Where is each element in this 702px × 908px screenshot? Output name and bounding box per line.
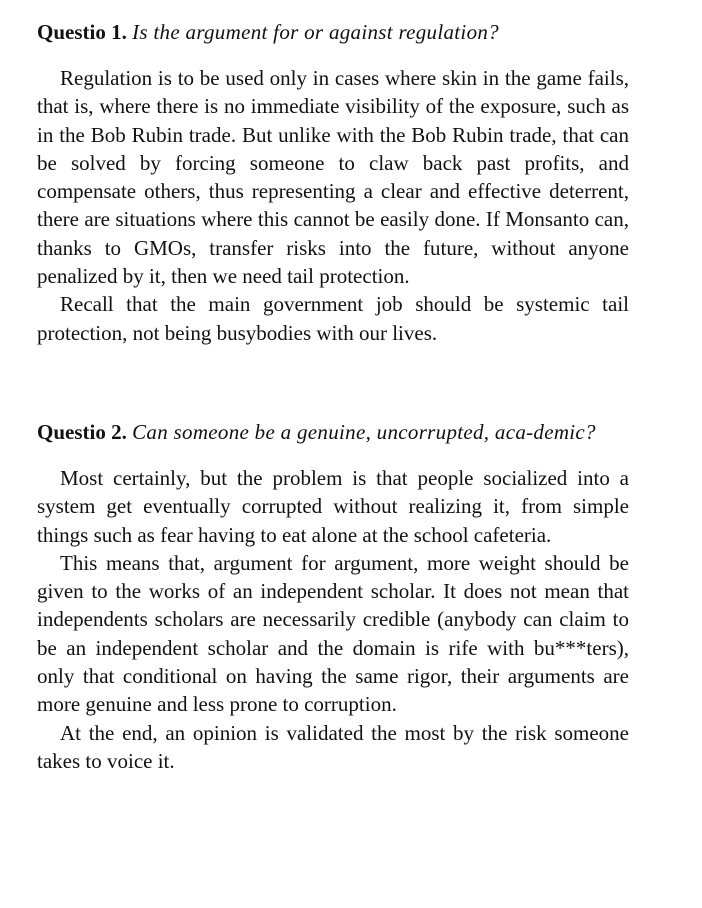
question-2-heading — [37, 418, 629, 447]
question-2-number: Questio 2. — [37, 420, 127, 444]
question-2-paragraph-2: This means that, argument for argument, more weight should be given to the works of an independent scholar. It does not mean that independents scholars are necessarily credible (anybody can claim to be an independent scholar and the domain is rife with bu***ters), only that conditional on having the same rigor, their arguments are more genuine and less prone to corruption. — [37, 550, 629, 717]
document-page — [37, 18, 629, 775]
question-1-number: Questio 1. — [37, 20, 127, 44]
question-1-text: Is the argument for or against regulation? — [132, 20, 499, 44]
question-1-heading — [37, 18, 629, 47]
question-2-section — [37, 418, 629, 775]
question-2-paragraph-1: Most certainly, but the problem is that people socialized into a system get eventually corrupted without realizing it, from simple things such as fear having to eat alone at the school cafeteria. — [37, 466, 629, 547]
question-2-text: Can someone be a genuine, uncorrupted, aca-demic? — [132, 420, 596, 444]
question-1-section — [37, 18, 629, 378]
question-2-answer — [37, 464, 629, 775]
question-1-answer — [37, 64, 629, 347]
question-2-paragraph-3: At the end, an opinion is validated the most by the risk someone takes to voice it. — [37, 720, 629, 773]
question-1-paragraph-1: Regulation is to be used only in cases where skin in the game fails, that is, where there is no immediate visibility of the exposure, such as in the Bob Rubin trade. But unlike with the Bob Rubin trade, that can be solved by forcing someone to claw back past profits, and compensate others, thus representing a clear and effective deterrent, there are situations where this cannot be easily done. If Monsanto can, thanks to GMOs, transfer risks into the future, without anyone penalized by it, then we need tail protection. — [37, 66, 629, 289]
question-1-paragraph-2: Recall that the main government job should be systemic tail protection, not being busybodies with our lives. — [37, 292, 629, 345]
